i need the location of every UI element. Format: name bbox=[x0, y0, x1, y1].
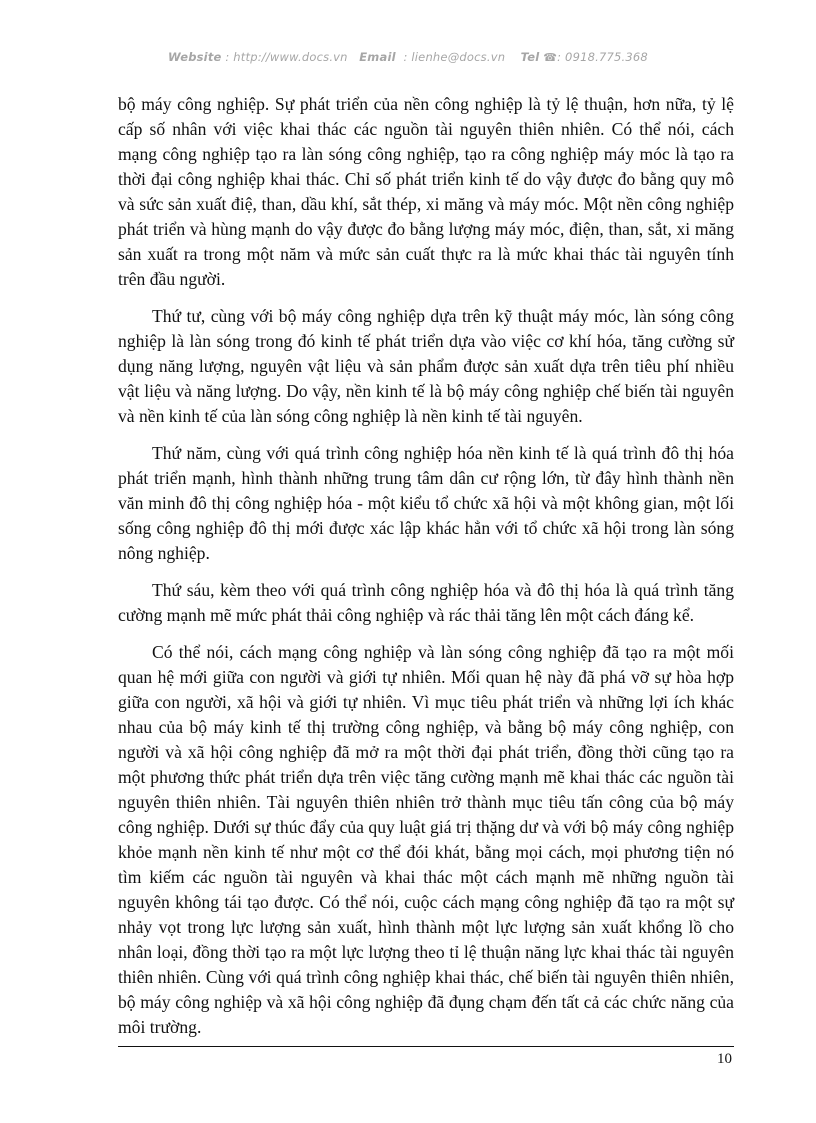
email-link[interactable]: : lienhe@docs.vn bbox=[403, 50, 506, 64]
document-body bbox=[118, 92, 734, 1052]
website-link[interactable]: : http://www.docs.vn bbox=[225, 50, 348, 64]
paragraph: bộ máy công nghiệp. Sự phát triển của nền công nghiệp là tỷ lệ thuận, hơn nữa, tỷ lệ cấp số nhân với việc khai thác các nguồn tài nguyên thiên nhiên. Có thể nói, cách mạng công nghiệp tạo ra làn sóng công nghiệp, tạo ra công nghiệp máy móc là tạo ra thời đại công nghiệp khai thác. Chỉ số phát triển kinh tế do vậy được đo bằng quy mô và sức sản xuất điệ, than, dầu khí, sắt thép, xi măng và máy móc. Một nền công nghiệp phát triển và hùng mạnh do vậy được đo bằng lượng máy móc, điện, than, sắt, xi măng sản xuất ra trong một năm và mức sản cuất thực ra là mức khai thác tài nguyên tính trên đầu người. bbox=[118, 94, 734, 289]
paragraph: Thứ sáu, kèm theo với quá trình công nghiệp hóa và đô thị hóa là quá trình tăng cường mạnh mẽ mức phát thải công nghiệp và rác thải tăng lên một cách đáng kể. bbox=[118, 580, 734, 625]
paragraph: Có thể nói, cách mạng công nghiệp và làn sóng công nghiệp đã tạo ra một mối quan hệ mới giữa con người và giới tự nhiên. Mối quan hệ này đã phá vỡ sự hòa hợp giữa con người, xã hội và giới tự nhiên. Vì mục tiêu phát triển và những lợi ích khác nhau của bộ máy kinh tế thị trường công nghiệp, và bằng bộ máy công nghiệp, con người và xã hội công nghiệp đã mở ra một thời đại phát triển, đồng thời cũng tạo ra một phương thức phát triển dựa trên việc tăng cường mạnh mẽ khai thác các nguồn tài nguyên thiên nhiên. Tài nguyên thiên nhiên trở thành mục tiêu tấn công của bộ máy công nghiệp. Dưới sự thúc đẩy của quy luật giá trị thặng dư và với bộ máy công nghiệp khỏe mạnh nền kinh tế như một cơ thể đói khát, bằng mọi cách, mọi phương tiện nó tìm kiếm các nguồn tài nguyên và khai thác một cách mạnh mẽ những nguồn tài nguyên không tái tạo được. Có thể nói, cuộc cách mạng công nghiệp đã tạo ra một sự nhảy vọt trong lực lượng sản xuất, hình thành một lực lượng sản xuất khổng lồ cho nhân loại, đồng thời tạo ra một lực lượng theo tỉ lệ thuận năng lực khai thác tài nguyên thiên nhiên. Cùng với quá trình công nghiệp khai thác, chế biến tài nguyên thiên nhiên, bộ máy công nghiệp và xã hội công nghiệp đã đụng chạm đến tất cả các chức năng của môi trường. bbox=[118, 642, 734, 1037]
email-label: Email bbox=[359, 50, 396, 64]
website-label: Website bbox=[168, 50, 222, 64]
paragraph: Thứ năm, cùng với quá trình công nghiệp hóa nền kinh tế là quá trình đô thị hóa phát triển mạnh, hình thành những trung tâm dân cư rộng lớn, từ đây hình thành nền văn minh đô thị công nghiệp hóa - một kiểu tổ chức xã hội và một không gian, một lối sống công nghiệp đô thị mới được xác lập khác hẳn với tổ chức xã hội trong làn sóng nông nghiệp. bbox=[118, 443, 734, 563]
paragraph: Thứ tư, cùng với bộ máy công nghiệp dựa trên kỹ thuật máy móc, làn sóng công nghiệp là làn sóng trong đó kinh tế phát triển dựa vào việc cơ khí hóa, tăng cường sử dụng năng lượng, nguyên vật liệu và sản phẩm được sản xuất dựa trên tiêu phí nhiều vật liệu và năng lượng. Do vậy, nền kinh tế là bộ máy công nghiệp chế biến tài nguyên và nền kinh tế của làn sóng công nghiệp là nền kinh tế tài nguyên. bbox=[118, 306, 734, 426]
page-number: 10 bbox=[717, 1051, 732, 1067]
footer-divider bbox=[118, 1046, 734, 1047]
page-header bbox=[0, 50, 816, 64]
tel-label: Tel bbox=[520, 50, 540, 64]
phone-icon: ☎ bbox=[543, 51, 558, 64]
tel-number: : 0918.775.368 bbox=[557, 50, 648, 64]
